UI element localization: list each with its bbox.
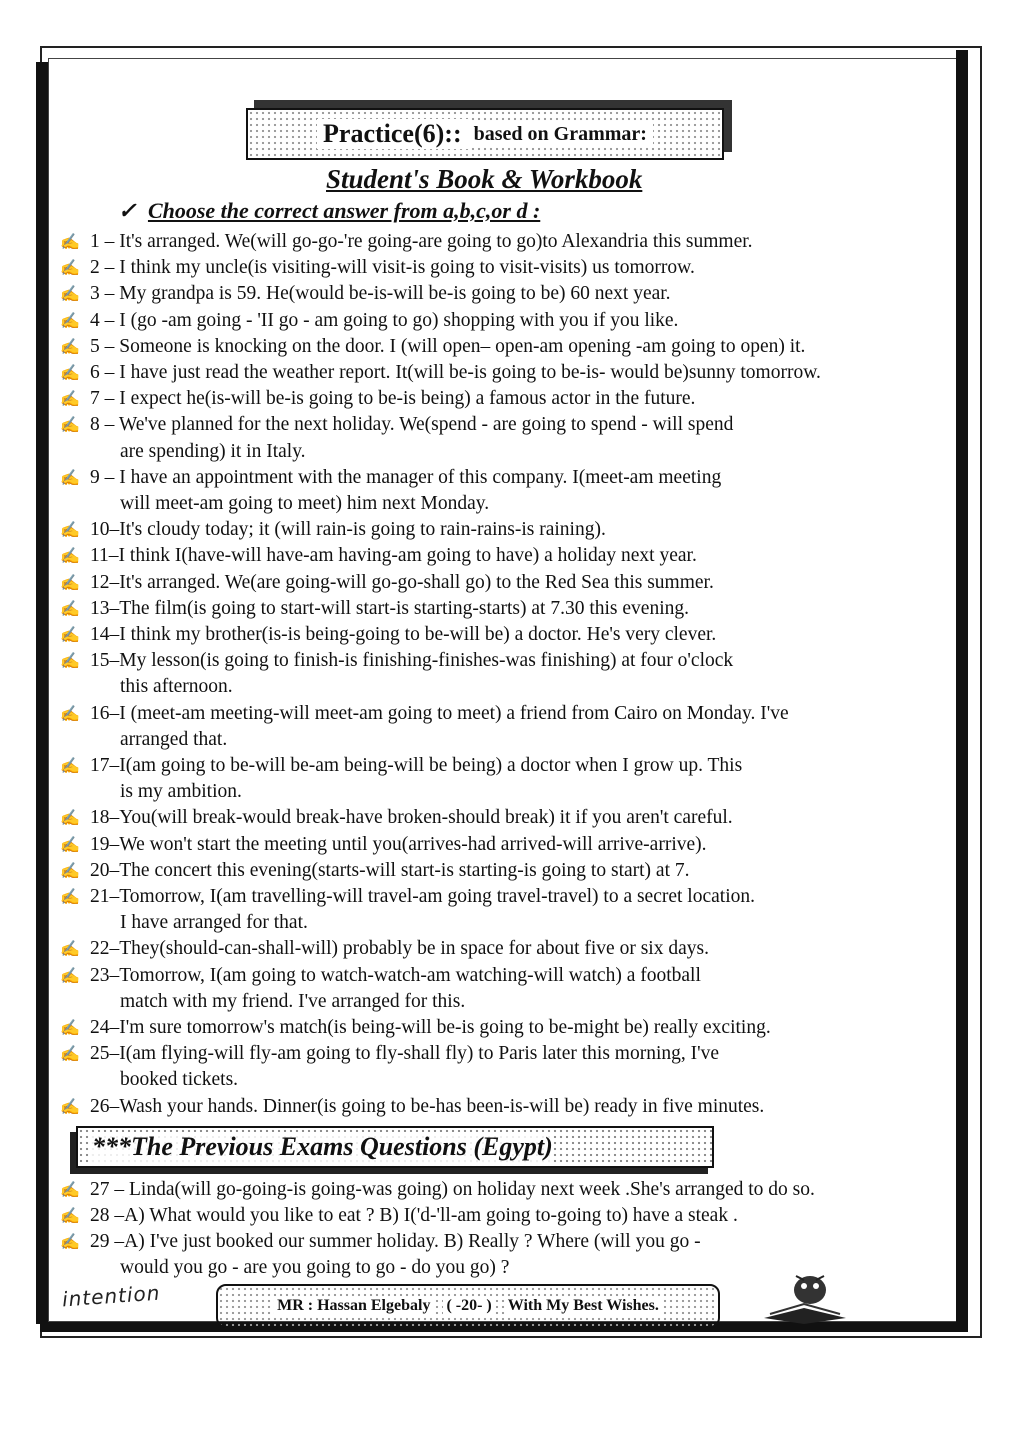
writing-hand-icon: ✍ [60, 391, 80, 409]
footer-wishes: With My Best Wishes. [505, 1297, 662, 1315]
question-text: 4 – I (go -am going - 'II go - am going to go) shopping with you if you like. [90, 309, 679, 331]
question-text: 5 – Someone is knocking on the door. I (will open– open-am opening -am going to open) it. [90, 335, 806, 357]
writing-hand-icon: ✍ [60, 810, 80, 828]
writing-hand-icon: ✍ [60, 862, 80, 880]
question-item [60, 964, 701, 989]
question-text: 7 – I expect he(is-will be-is going to be-is being) a famous actor in the future. [90, 388, 696, 410]
writing-hand-icon: ✍ [60, 286, 80, 304]
question-item [60, 649, 733, 674]
question-continuation: would you go - are you going to go - do you go) ? [120, 1257, 510, 1278]
question-item [60, 518, 606, 543]
writing-hand-icon: ✍ [60, 522, 80, 540]
page-border-shadow-left [36, 62, 48, 1324]
question-item [60, 885, 755, 910]
writing-hand-icon: ✍ [60, 889, 80, 906]
question-item [60, 1178, 815, 1203]
question-item [60, 806, 733, 831]
title-banner [246, 108, 724, 160]
question-text: 1 – It's arranged. We(will go-go-'re going-are going to go)to Alexandria this summer. [90, 231, 753, 252]
question-continuation: will meet-am going to meet) him next Monday. [120, 493, 490, 514]
footer-banner [216, 1284, 720, 1328]
question-item [60, 623, 716, 648]
writing-hand-icon: ✍ [60, 234, 80, 251]
page-title-sub: based on Grammar: [468, 123, 653, 146]
question-text: 28 –A) What would you like to eat ? B) I('d-'ll-am going to-going to) have a steak . [90, 1205, 738, 1226]
page-title: Practice(6):: [317, 119, 468, 149]
question-continuation: are spending) it in Italy. [120, 440, 306, 462]
footer-page-number: ( -20- ) [443, 1297, 494, 1315]
section-title: ***The Previous Exams Questions (Egypt) [92, 1132, 553, 1161]
question-text: 21–Tomorrow, I(am travelling-will travel-am going travel-travel) to a secret location. [90, 886, 755, 907]
question-item [60, 1042, 719, 1067]
writing-hand-icon: ✍ [60, 260, 80, 278]
question-item [60, 833, 707, 858]
writing-hand-icon: ✍ [60, 758, 80, 775]
question-text: 15–My lesson(is going to finish-is finishing-finishes-was finishing) at four o'clock [90, 650, 734, 672]
question-continuation: booked tickets. [120, 1069, 239, 1091]
writing-hand-icon: ✍ [60, 469, 80, 487]
question-text: 17–I(am going to be-will be-am being-will be being) a doctor when I grow up. This [90, 755, 743, 776]
writing-hand-icon: ✍ [60, 967, 80, 985]
instruction-text: Choose the correct answer from a,b,c,or d : [147, 198, 541, 223]
question-item [60, 937, 709, 962]
question-text: 13–The film(is going to start-will start-is starting-starts) at 7.30 this evening. [90, 597, 689, 619]
question-text: 9 – I have an appointment with the manager of this company. I(meet-am meeting [90, 466, 722, 488]
question-item [60, 361, 821, 386]
question-item [60, 1204, 738, 1229]
writing-hand-icon: ✍ [60, 365, 80, 382]
page-subtitle: Student's Book & Workbook [326, 164, 643, 194]
writing-hand-icon: ✍ [60, 548, 80, 566]
books-owl-icon [760, 1268, 850, 1324]
footer-author: MR : Hassan Elgebaly [274, 1297, 433, 1315]
question-continuation: is my ambition. [120, 781, 242, 803]
question-text: 27 – Linda(will go-going-is going-was going) on holiday next week .She's arranged to do so. [90, 1179, 815, 1200]
section-banner [76, 1126, 714, 1168]
writing-hand-icon: ✍ [60, 1098, 80, 1116]
question-continuation: I have arranged for that. [120, 912, 308, 934]
question-item [60, 571, 714, 596]
writing-hand-icon: ✍ [60, 941, 80, 959]
page-border-shadow-right [956, 50, 968, 1322]
writing-hand-icon: ✍ [60, 1182, 80, 1199]
writing-hand-icon: ✍ [60, 312, 80, 330]
question-item [60, 1230, 701, 1255]
handwritten-note: intention [61, 1280, 162, 1312]
question-item [60, 256, 695, 281]
question-item [60, 1095, 764, 1120]
question-continuation: match with my friend. I've arranged for this. [120, 990, 466, 1012]
question-item [60, 282, 671, 307]
writing-hand-icon: ✍ [60, 1020, 80, 1037]
writing-hand-icon: ✍ [60, 1208, 80, 1225]
question-text: 2 – I think my uncle(is visiting-will visit-is going to visit-visits) us tomorrow. [90, 257, 695, 279]
question-text: 29 –A) I've just booked our summer holiday. B) Really ? Where (will you go - [90, 1231, 701, 1252]
question-text: 12–It's arranged. We(are going-will go-go-shall go) to the Red Sea this summer. [90, 571, 714, 593]
writing-hand-icon: ✍ [60, 417, 80, 435]
question-text: 26–Wash your hands. Dinner(is going to be-has been-is-will be) ready in five minutes. [90, 1095, 765, 1117]
question-text: 18–You(will break-would break-have broken-should break) it if you aren't careful. [90, 807, 733, 829]
writing-hand-icon: ✍ [60, 705, 80, 723]
question-continuation: arranged that. [120, 728, 228, 750]
question-text: 23–Tomorrow, I(am going to watch-watch-am watching-will watch) a football [90, 964, 701, 986]
writing-hand-icon: ✍ [60, 627, 80, 644]
writing-hand-icon: ✍ [60, 338, 80, 356]
question-item [60, 466, 721, 491]
question-item [60, 544, 697, 569]
question-text: 14–I think my brother(is-is being-going to be-will be) a doctor. He's very clever. [90, 624, 717, 645]
checkmark-icon: ✓ [118, 198, 137, 223]
question-text: 19–We won't start the meeting until you(arrives-had arrived-will arrive-arrive). [90, 833, 707, 855]
question-text: 25–I(am flying-will fly-am going to fly-shall fly) to Paris later this morning, I've [90, 1043, 720, 1065]
instruction [118, 198, 540, 224]
writing-hand-icon: ✍ [60, 653, 80, 671]
question-item [60, 413, 733, 438]
question-item [60, 597, 689, 622]
question-text: 16–I (meet-am meeting-will meet-am going to meet) a friend from Cairo on Monday. I've [90, 702, 789, 724]
question-continuation: this afternoon. [120, 676, 233, 698]
writing-hand-icon: ✍ [60, 1046, 80, 1064]
question-text: 8 – We've planned for the next holiday. We(spend - are going to spend - will spend [90, 414, 734, 436]
writing-hand-icon: ✍ [60, 600, 80, 618]
question-item [60, 230, 753, 255]
question-item [60, 702, 789, 727]
writing-hand-icon: ✍ [60, 836, 80, 854]
question-text: 22–They(should-can-shall-will) probably be in space for about five or six days. [90, 938, 709, 960]
question-text: 20–The concert this evening(starts-will start-is starting-is going to start) at 7. [90, 859, 690, 881]
writing-hand-icon: ✍ [60, 574, 80, 592]
question-text: 24–I'm sure tomorrow's match(is being-will be-is going to be-might be) really exciting. [90, 1017, 771, 1038]
question-item [60, 754, 742, 779]
writing-hand-icon: ✍ [60, 1234, 80, 1251]
question-item [60, 335, 805, 360]
question-text: 10–It's cloudy today; it (will rain-is going to rain-rains-is raining). [90, 519, 606, 541]
question-text: 3 – My grandpa is 59. He(would be-is-will be-is going to be) 60 next year. [90, 283, 671, 305]
question-item [60, 309, 678, 334]
question-item [60, 859, 690, 884]
question-item [60, 1016, 771, 1041]
question-text: 11–I think I(have-will have-am having-am going to have) a holiday next year. [90, 545, 697, 567]
question-item [60, 387, 695, 412]
question-text: 6 – I have just read the weather report. It(will be-is going to be-is- would be)sunny tomorrow. [90, 362, 821, 383]
